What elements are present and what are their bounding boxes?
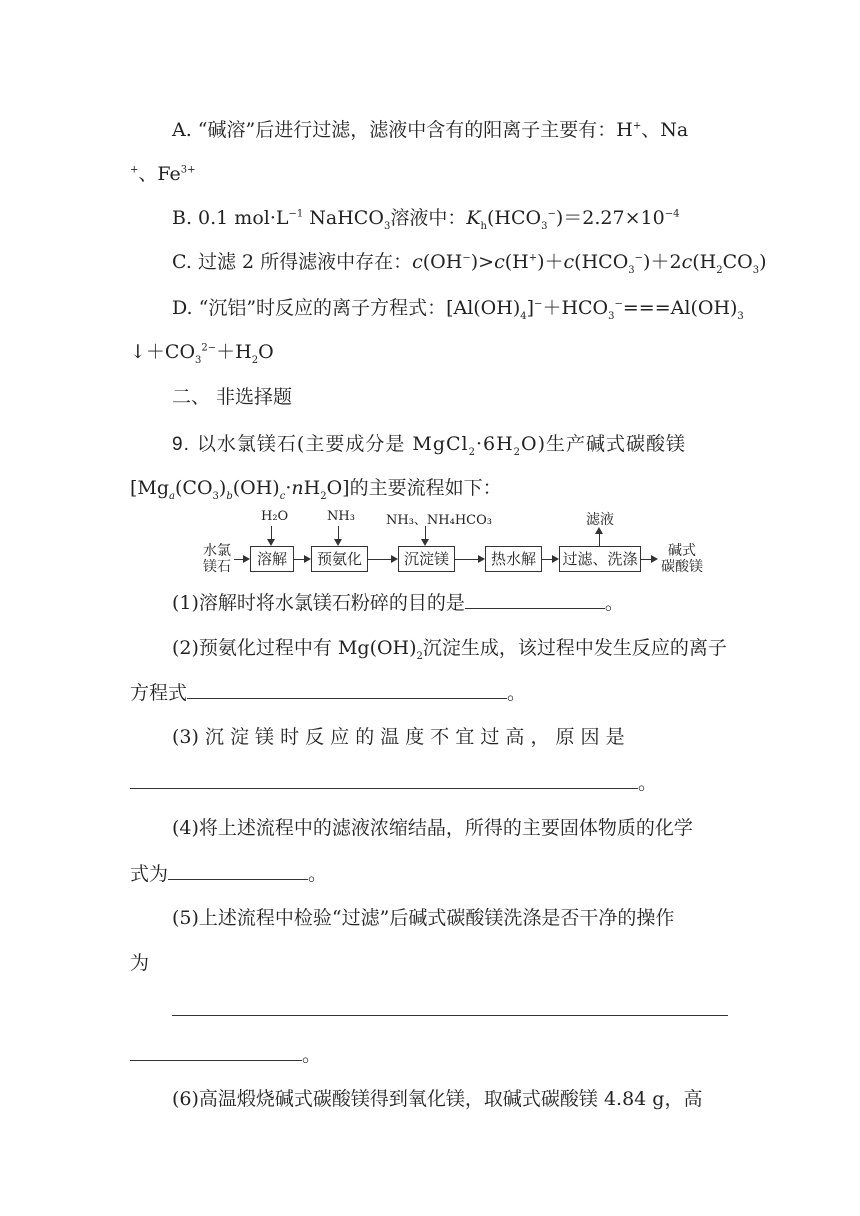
- flow-box-precipitate: 沉淀镁: [398, 546, 455, 572]
- q9-part5-line1: (5)上述流程中检验“过滤”后碱式碳酸镁洗涤是否干净的操作: [172, 907, 675, 929]
- answer-blank-3[interactable]: [130, 770, 638, 789]
- q9-line1: 9. 以水氯镁石(主要成分是 $MgCl_2\cdot 6H_2O$)生产碱式碳酸镁: [172, 433, 687, 458]
- q9-part4-line1: (4)将上述流程中的滤液浓缩结晶，所得的主要固体物质的化学: [172, 817, 693, 839]
- q9-part6-line1: (6)高温煅烧碱式碳酸镁得到氧化镁，取碱式碳酸镁 4.84 g，高: [172, 1088, 703, 1110]
- option-c: C. 过滤 2 所得滤液中存在：$c(OH^-)>c(H^+)+c(HCO_3^-)+2c(H_2CO_3)$: [172, 251, 767, 276]
- q9-part3-line2: 。: [130, 770, 657, 795]
- q9-number: 9.: [172, 434, 190, 455]
- q9-part4-line2: 式为 。: [130, 863, 328, 885]
- answer-blank-2[interactable]: [187, 680, 507, 699]
- flow-box-dissolve: 溶解: [250, 546, 294, 572]
- flow-output-filtrate: 滤液: [586, 512, 614, 528]
- option-d-line2: $↓+CO_3^{2-}+H_2O$: [130, 341, 274, 366]
- option-a-line2: +、$Fe^{3+}$: [130, 163, 196, 185]
- answer-blank-5b[interactable]: [130, 1042, 302, 1061]
- option-d-line1: D. “沉铝”时反应的离子方程式：$[Al(OH)_4]^-+HCO_3^-===Al(OH)_3$: [172, 297, 744, 322]
- q9-part2-line2: 方程式 。: [130, 682, 527, 704]
- flow-input-water: H₂O: [261, 509, 289, 524]
- flow-input-ammonia-bicarbonate: NH₃、NH₄HCO₃: [386, 513, 492, 528]
- flow-box-hydrolysis: 热水解: [485, 546, 542, 572]
- q9-part5-line3: [172, 997, 728, 1022]
- q9-part3-line1: (3) 沉 淀 镁 时 反 应 的 温 度 不 宜 过 高 ， 原 因 是: [172, 726, 625, 748]
- flow-box-preammoniation: 预氨化: [311, 546, 368, 572]
- section-heading: 二、 非选择题: [172, 386, 293, 408]
- option-a-line1: A. “碱溶”后进行过滤，滤液中含有的阳离子主要有：H+、Na: [172, 119, 689, 141]
- q9-part1: (1)溶解时将水氯镁石粉碎的目的是 。: [172, 592, 624, 614]
- answer-blank-5a[interactable]: [172, 997, 728, 1016]
- answer-blank-1[interactable]: [465, 590, 605, 609]
- flow-start-label: 水氯 镁石: [203, 543, 231, 575]
- flow-input-ammonia: NH₃: [327, 509, 355, 524]
- q9-part5-line4: 。: [130, 1042, 321, 1067]
- option-b: B. 0.1 $mol\cdot L^{-1}$ NaHCO$_3$溶液中：$K_h(HCO_3^-)=2.27\times 10^{-4}$: [172, 207, 680, 232]
- q9-part5-line2: 为: [130, 952, 150, 974]
- q9-part2-line1: (2)预氨化过程中有 $Mg(OH)_2$沉淀生成，该过程中发生反应的离子: [172, 637, 727, 662]
- answer-blank-4[interactable]: [168, 861, 308, 880]
- flow-end-label: 碱式 碳酸镁: [661, 543, 703, 575]
- q9-line2: $[Mg_a(CO_3)_b(OH)_c\cdot nH_2O]$的主要流程如下：: [130, 477, 502, 502]
- flow-box-filter-wash: 过滤、洗涤: [559, 546, 641, 572]
